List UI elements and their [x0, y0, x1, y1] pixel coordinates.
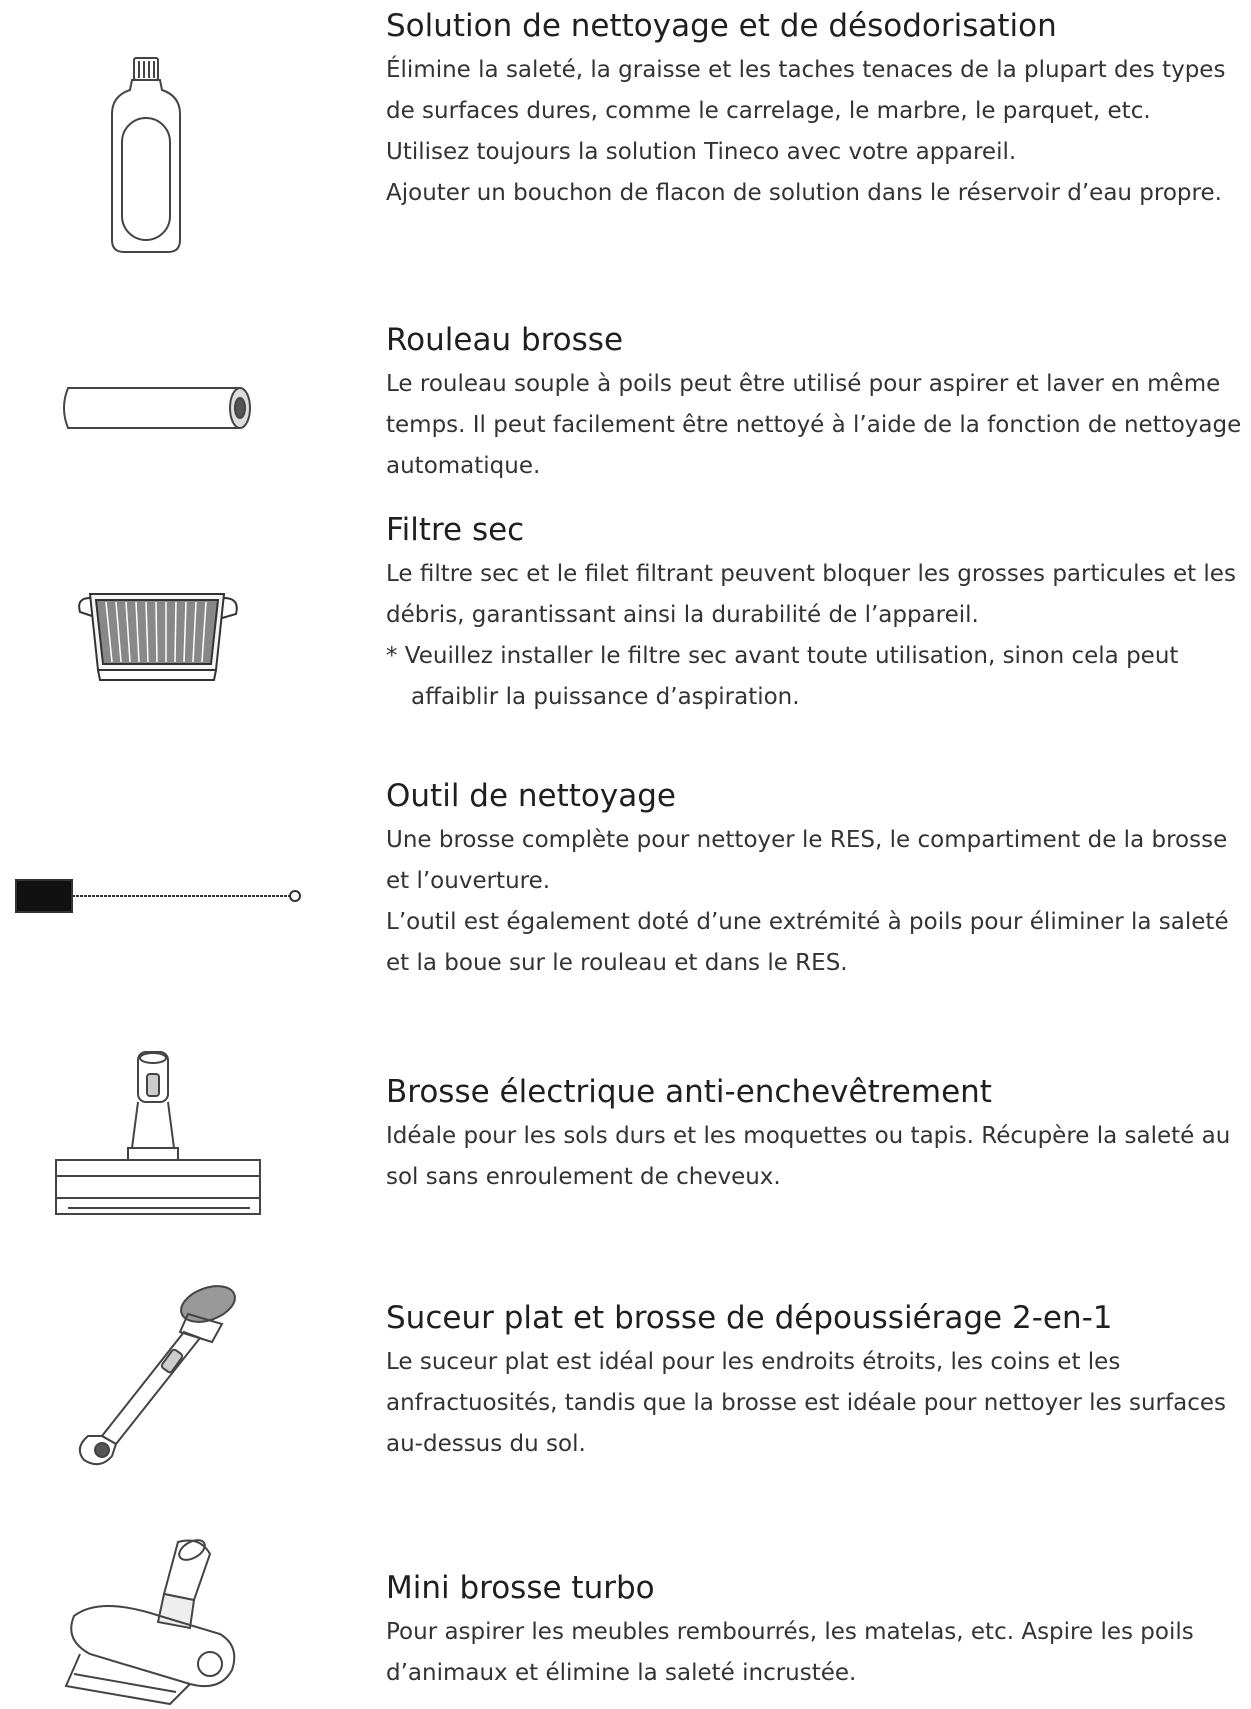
brush-roller-icon	[60, 384, 256, 432]
section-title: Mini brosse turbo	[386, 1570, 655, 1606]
section-description: Le filtre sec et le filet filtrant peuvent bloquer les grosses particules et les débris, garantissant ainsi la durabilité de l’appareil.	[386, 561, 1236, 628]
crevice-dusting-tool-icon	[66, 1280, 246, 1470]
section-description: Utilisez toujours la solution Tineco avec votre appareil.	[386, 139, 1017, 165]
cleaning-tool-icon	[14, 876, 304, 916]
section-title: Outil de nettoyage	[386, 778, 676, 814]
solution-bottle-icon	[108, 56, 184, 256]
section-title: Suceur plat et brosse de dépoussiérage 2-en-1	[386, 1300, 1113, 1336]
section-description: L’outil est également doté d’une extrémité à poils pour éliminer la saleté et la boue sur le rouleau et dans le RES.	[386, 909, 1229, 976]
section-description: Idéale pour les sols durs et les moquettes ou tapis. Récupère la saleté au sol sans enroulement de cheveux.	[386, 1123, 1231, 1190]
mini-turbo-brush-icon	[60, 1536, 250, 1706]
section-description: Le suceur plat est idéal pour les endroits étroits, les coins et les anfractuosités, tandis que la brosse est idéale pour nettoyer les surfaces au-dessus du sol.	[386, 1349, 1226, 1457]
section-title: Filtre sec	[386, 512, 525, 548]
section-description: Ajouter un bouchon de flacon de solution dans le réservoir d’eau propre.	[386, 180, 1222, 206]
section-description: Élimine la saleté, la graisse et les taches tenaces de la plupart des types de surfaces dures, comme le carrelage, le marbre, le parquet, etc.	[386, 57, 1226, 124]
dry-filter-icon	[76, 588, 242, 684]
section-note: * Veuillez installer le filtre sec avant toute utilisation, sinon cela peut affaiblir la puissance d’aspiration.	[386, 643, 1179, 710]
section-title: Brosse électrique anti-enchevêtrement	[386, 1074, 992, 1110]
section-title: Solution de nettoyage et de désodorisation	[386, 8, 1057, 44]
section-description: Pour aspirer les meubles rembourrés, les matelas, etc. Aspire les poils d’animaux et élimine la saleté incrustée.	[386, 1619, 1194, 1686]
section-title: Rouleau brosse	[386, 322, 624, 358]
section-description: Le rouleau souple à poils peut être utilisé pour aspirer et laver en même temps. Il peut facilement être nettoyé à l’aide de la fonction de nettoyage automatique.	[386, 371, 1242, 479]
electric-brush-head-icon	[54, 1048, 264, 1220]
section-description: Une brosse complète pour nettoyer le RES, le compartiment de la brosse et l’ouverture.	[386, 827, 1228, 894]
